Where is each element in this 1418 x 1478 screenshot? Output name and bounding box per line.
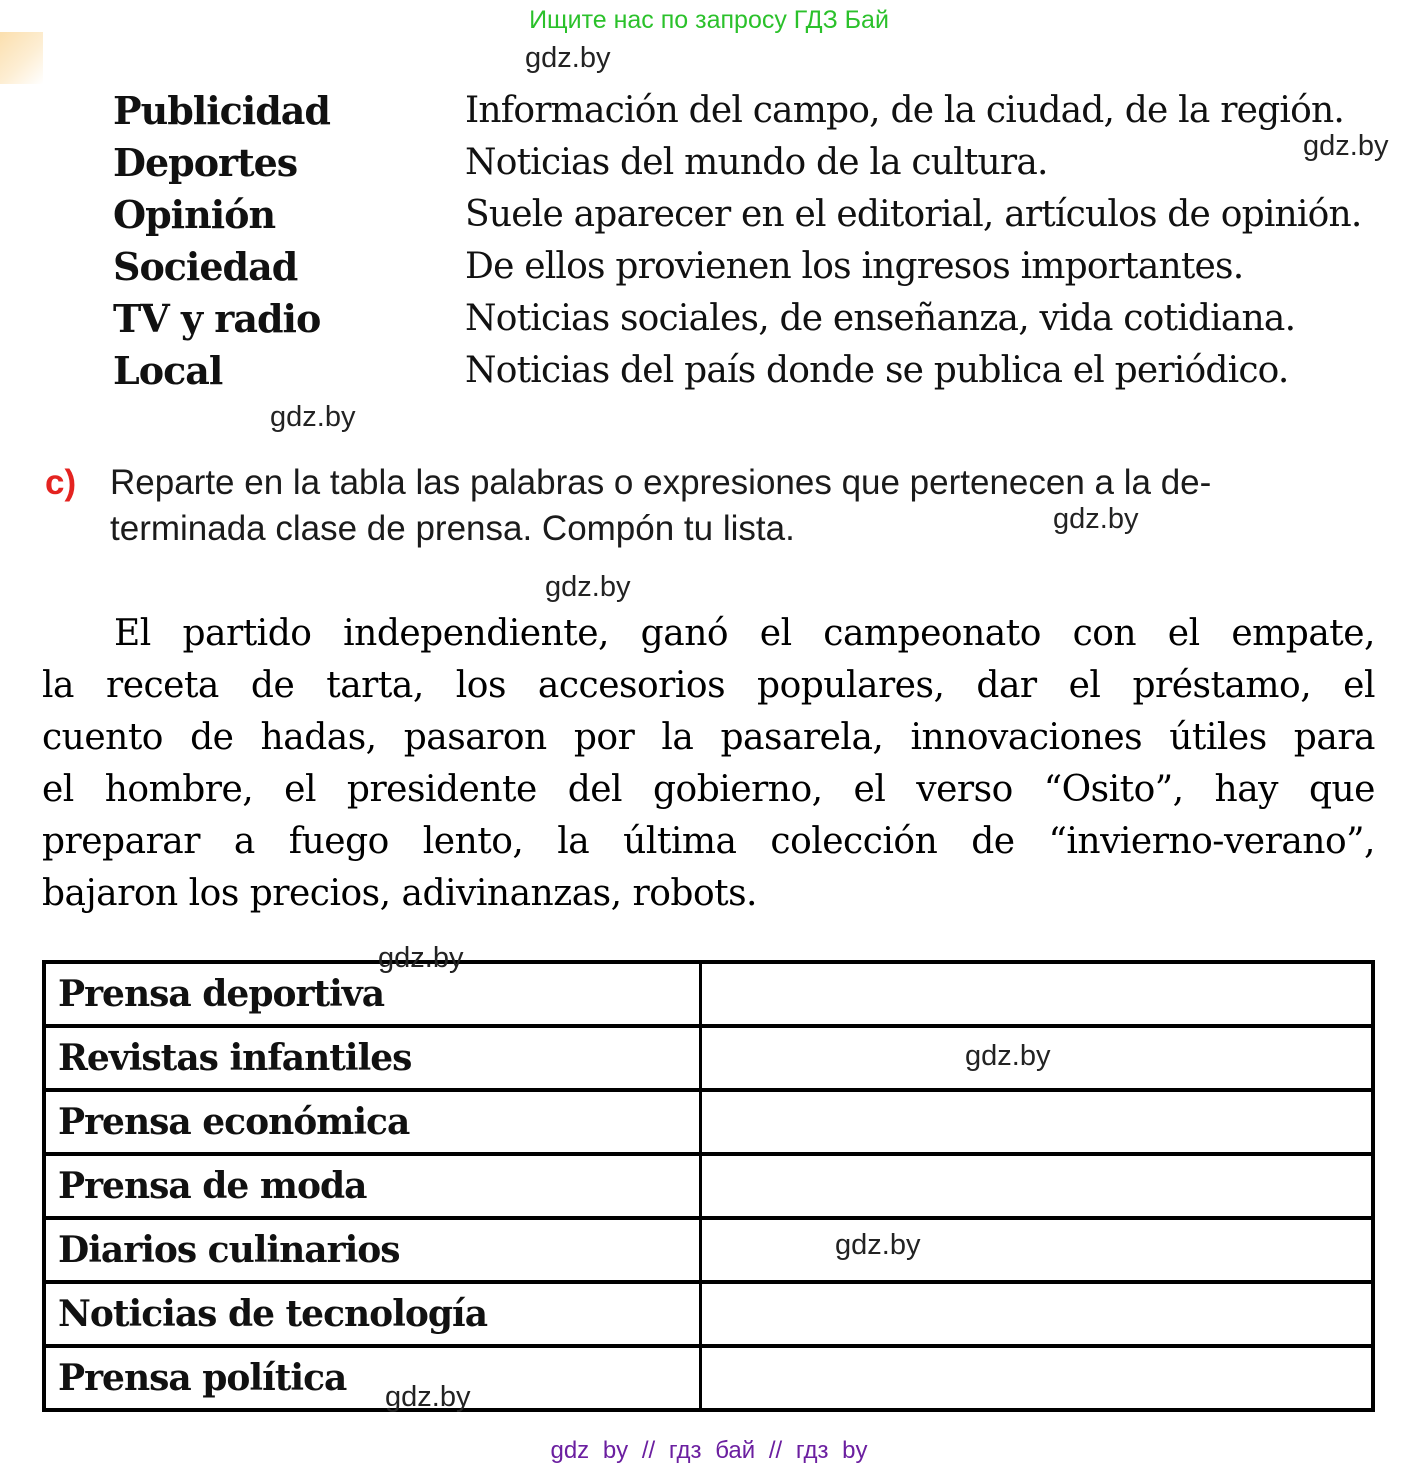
promo-header: Ищите нас по запросу ГДЗ Бай	[529, 6, 889, 34]
row-label-revistas-infantiles: Revistas infantiles	[46, 1028, 702, 1088]
watermark-below-list: gdz.by	[270, 401, 356, 433]
word-list-paragraph	[42, 608, 1375, 920]
answer-cell	[702, 1348, 1371, 1408]
term-opinion: Opinión	[113, 192, 276, 237]
paragraph-line: cuento de hadas, pasaron por la pasarela, innovaciones útiles para	[42, 717, 1375, 758]
list-item	[113, 189, 1375, 241]
watermark-cell-diarios: gdz.by	[835, 1229, 921, 1261]
table-row	[46, 1156, 1371, 1220]
paragraph-line: el hombre, el presidente del gobierno, el verso “Osito”, hay que	[42, 769, 1375, 810]
matching-list	[113, 85, 1375, 397]
definition-text: Noticias del país donde se publica el periódico.	[465, 350, 1289, 391]
term-local: Local	[113, 348, 223, 393]
definition-text: De ellos provienen los ingresos importantes.	[465, 246, 1244, 287]
task-c-label: c)	[45, 463, 77, 502]
table-row	[46, 1092, 1371, 1156]
paragraph-line: la receta de tarta, los accesorios populares, dar el préstamo, el	[42, 665, 1375, 706]
table-row	[46, 964, 1371, 1028]
row-label-prensa-politica: Prensa política	[46, 1348, 702, 1408]
list-item	[113, 85, 1375, 137]
term-publicidad: Publicidad	[113, 88, 330, 133]
definition-text: Suele aparecer en el editorial, artículos de opinión.	[465, 194, 1362, 235]
watermark-table-top: gdz.by	[378, 942, 464, 974]
definition-text: Noticias del mundo de la cultura.	[465, 142, 1048, 183]
answer-cell	[702, 964, 1371, 1024]
watermark-right-list: gdz.by	[1303, 130, 1389, 162]
task-c-line-1: Reparte en la tabla las palabras o expresiones que pertenecen a la de-	[110, 463, 1212, 502]
answer-cell	[702, 1156, 1371, 1216]
row-label-noticias-de-tecnologia: Noticias de tecnología	[46, 1284, 702, 1344]
list-item	[113, 241, 1375, 293]
term-deportes: Deportes	[113, 140, 298, 185]
row-label-prensa-deportiva: Prensa deportiva	[46, 964, 702, 1024]
table-row	[46, 1028, 1371, 1092]
list-item	[113, 137, 1375, 189]
list-item	[113, 293, 1375, 345]
table-row	[46, 1284, 1371, 1348]
answer-cell	[702, 1092, 1371, 1152]
paragraph-line: bajaron los precios, adivinanzas, robots.	[42, 873, 758, 914]
row-label-diarios-culinarios: Diarios culinarios	[46, 1220, 702, 1280]
corner-decoration	[0, 32, 43, 84]
row-label-prensa-de-moda: Prensa de moda	[46, 1156, 702, 1216]
task-c-instruction	[110, 460, 1375, 552]
answer-cell	[702, 1284, 1371, 1344]
row-label-prensa-economica: Prensa económica	[46, 1092, 702, 1152]
answer-cell	[702, 1220, 1371, 1280]
table-row	[46, 1220, 1371, 1284]
watermark-task-right: gdz.by	[1053, 503, 1139, 535]
paragraph-line: preparar a fuego lento, la última colección de “invierno-verano”,	[42, 821, 1375, 862]
term-sociedad: Sociedad	[113, 244, 298, 289]
press-classification-table	[42, 960, 1375, 1412]
term-tv-radio: TV y radio	[113, 296, 321, 341]
paragraph-line: El partido independiente, ganó el campeonato con el empate,	[114, 613, 1375, 654]
task-c-section	[45, 460, 1375, 552]
task-c-line-2: terminada clase de prensa. Compón tu lista.	[110, 509, 795, 548]
footer-brand-line: gdz by // гдз бай // гдз by	[550, 1437, 868, 1464]
watermark-center: gdz.by	[545, 571, 631, 603]
watermark-cell-revistas: gdz.by	[965, 1040, 1051, 1072]
watermark-table-bottom: gdz.by	[385, 1381, 471, 1413]
table-row	[46, 1348, 1371, 1408]
definition-text: Noticias sociales, de enseñanza, vida cotidiana.	[465, 298, 1296, 339]
list-item	[113, 345, 1375, 397]
watermark-top: gdz.by	[525, 42, 611, 74]
definition-text: Información del campo, de la ciudad, de la región.	[465, 90, 1344, 131]
